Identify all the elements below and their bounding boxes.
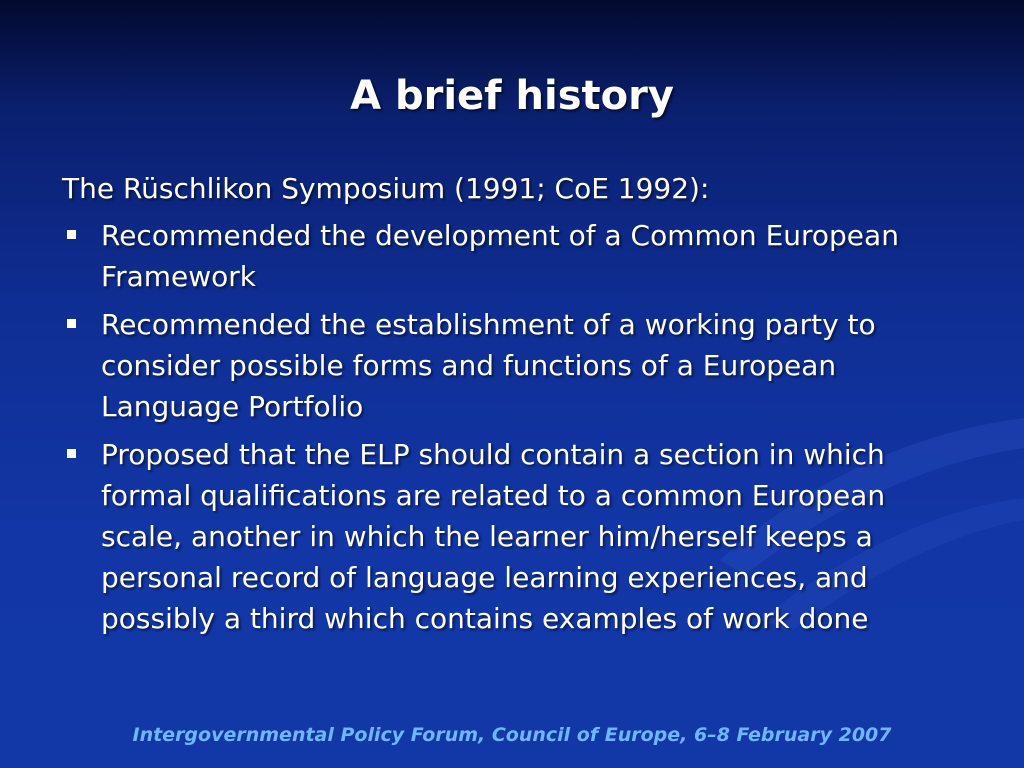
bullet-lead-text: Recommended — [101, 219, 312, 252]
square-bullet-icon — [67, 319, 76, 328]
bullet-item — [62, 434, 962, 639]
bullet-list — [62, 215, 962, 639]
bullet-text: the development of a Common European Framework — [101, 219, 899, 293]
slide-body — [62, 168, 962, 646]
slide-title: A brief history — [350, 73, 674, 119]
intro-line: The Rüschlikon Symposium (1991; CoE 1992): — [62, 172, 710, 205]
slide-footer: Intergovernmental Policy Forum, Council of Europe, 6–8 February 2007 — [132, 724, 892, 746]
square-bullet-icon — [67, 449, 76, 458]
bullet-item — [62, 215, 962, 297]
square-bullet-icon — [67, 230, 76, 239]
bullet-text: Recommended the establishment of a working party to consider possible forms and functions of a European Language Portfolio — [101, 308, 876, 423]
bullet-item — [62, 304, 962, 427]
bullet-text: Proposed that the ELP should contain a section in which formal qualifications are related to a common European scale, another in which the learner him/herself keeps a personal record of language learning experiences, and possibly a third which contains examples of work done — [101, 438, 886, 635]
